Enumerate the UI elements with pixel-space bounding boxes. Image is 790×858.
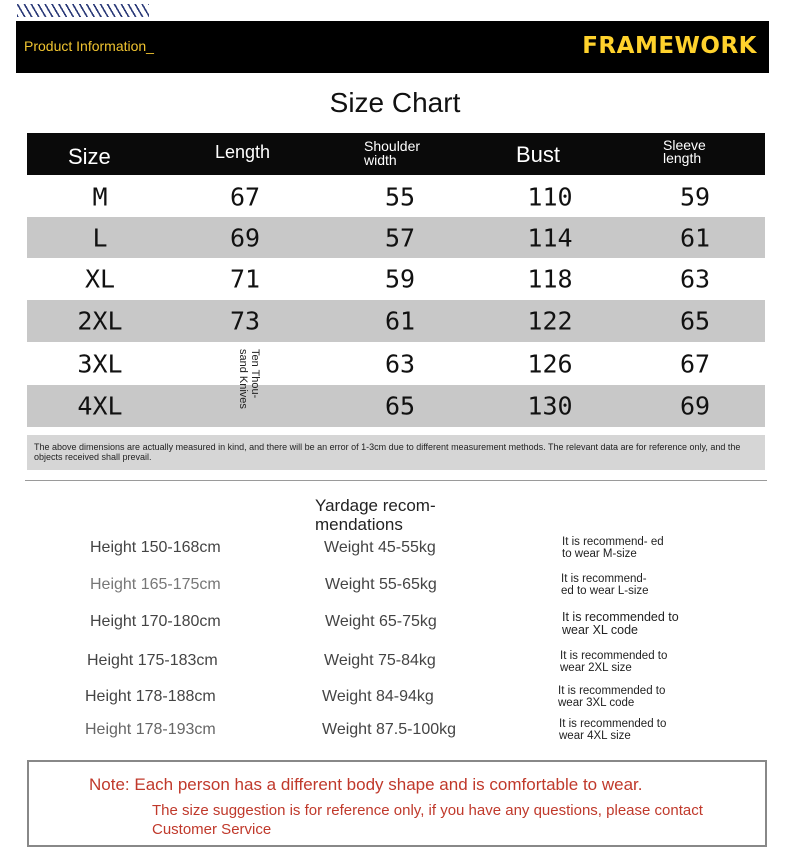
- column-header-bust: Bust: [516, 142, 561, 167]
- cell-sleeve: 59: [679, 182, 711, 212]
- cell-shoulder: 57: [384, 223, 416, 252]
- cell-sleeve: 67: [679, 349, 711, 378]
- note-body-shape: Note: Each person has a different body shape and is comfortable to wear.: [89, 775, 643, 794]
- table-row: [27, 385, 765, 427]
- cell-shoulder: 55: [384, 182, 416, 212]
- recommendation-weight: Weight 75-84kg: [324, 652, 436, 669]
- note-customer-service: The size suggestion is for reference only, if you have any questions, please contact Customer Service: [152, 802, 703, 838]
- cell-sleeve: 65: [679, 306, 711, 336]
- cell-shoulder: 59: [384, 264, 416, 294]
- cell-shoulder: 61: [384, 306, 416, 336]
- note-box: [27, 760, 767, 847]
- cell-bust: 118: [527, 264, 573, 294]
- recommendations-title: Yardage recom- mendations: [315, 496, 436, 534]
- recommendation-weight: Weight 65-75kg: [325, 613, 437, 630]
- recommendation-size-note: It is recommend- ed to wear L-size: [561, 573, 649, 597]
- size-chart-title: Size Chart: [329, 87, 461, 118]
- recommendation-size-note: It is recommended to wear XL code: [562, 610, 679, 637]
- recommendation-size-note: It is recommend- ed to wear M-size: [562, 536, 664, 560]
- cell-length: 71: [229, 264, 261, 294]
- recommendation-height: Height 175-183cm: [87, 652, 218, 669]
- cell-size: M: [92, 182, 108, 212]
- recommendation-size-note: It is recommended to wear 2XL size: [560, 650, 668, 674]
- cell-size: L: [92, 223, 108, 252]
- product-information-label: Product Information_: [24, 38, 154, 54]
- vertical-watermark-text: [233, 349, 263, 421]
- table-row: [27, 258, 765, 300]
- recommendation-weight: Weight 84-94kg: [322, 688, 434, 705]
- cell-size: 3XL: [77, 349, 123, 378]
- recommendation-height: Height 178-193cm: [85, 721, 216, 738]
- cell-sleeve: 61: [679, 223, 711, 252]
- recommendation-height: Height 170-180cm: [90, 613, 221, 630]
- recommendation-height: Height 165-175cm: [90, 576, 221, 593]
- size-table-header: [27, 133, 765, 175]
- cell-bust: 110: [527, 182, 573, 212]
- cell-sleeve: 63: [679, 264, 711, 294]
- recommendation-weight: Weight 87.5-100kg: [322, 721, 457, 738]
- table-row: [27, 342, 765, 385]
- column-header-size: Size: [68, 144, 111, 169]
- header-bar: [16, 21, 769, 73]
- table-row: [27, 217, 765, 258]
- decorative-hatch-stripes: [17, 4, 149, 17]
- cell-bust: 122: [527, 306, 573, 336]
- brand-logo-text: FRAMEWORK: [582, 33, 757, 59]
- section-divider: [25, 480, 767, 481]
- recommendation-weight: Weight 45-55kg: [324, 539, 436, 556]
- column-header-shoulder-width: Shoulder width: [364, 138, 421, 168]
- table-row: [27, 177, 765, 217]
- vertical-watermark-label: Ten Thou- sand Knives: [237, 349, 261, 409]
- recommendation-size-note: It is recommended to wear 4XL size: [559, 718, 667, 742]
- cell-length: 67: [229, 182, 261, 212]
- cell-size: 2XL: [77, 306, 123, 336]
- recommendation-weight: Weight 55-65kg: [325, 576, 437, 593]
- column-header-length: Length: [215, 142, 271, 162]
- measurement-footnote: The above dimensions are actually measured in kind, and there will be an error of 1-3cm due to different measurement methods. The relevant data are for reference only, and the objects received shall prevail.: [27, 435, 765, 470]
- recommendation-height: Height 150-168cm: [90, 539, 221, 556]
- cell-bust: 126: [527, 349, 573, 378]
- cell-bust: 130: [527, 391, 573, 421]
- recommendation-size-note: It is recommended to wear 3XL code: [558, 685, 666, 709]
- table-row: [27, 300, 765, 342]
- cell-length: 73: [229, 306, 261, 336]
- cell-size: XL: [84, 264, 116, 294]
- recommendation-height: Height 178-188cm: [85, 688, 216, 705]
- column-header-sleeve-length: Sleeve length: [663, 137, 706, 166]
- cell-bust: 114: [527, 223, 573, 252]
- cell-length: 69: [229, 223, 261, 252]
- cell-sleeve: 69: [679, 391, 711, 421]
- cell-size: 4XL: [77, 391, 123, 421]
- cell-shoulder: 63: [384, 349, 416, 378]
- cell-shoulder: 65: [384, 391, 416, 421]
